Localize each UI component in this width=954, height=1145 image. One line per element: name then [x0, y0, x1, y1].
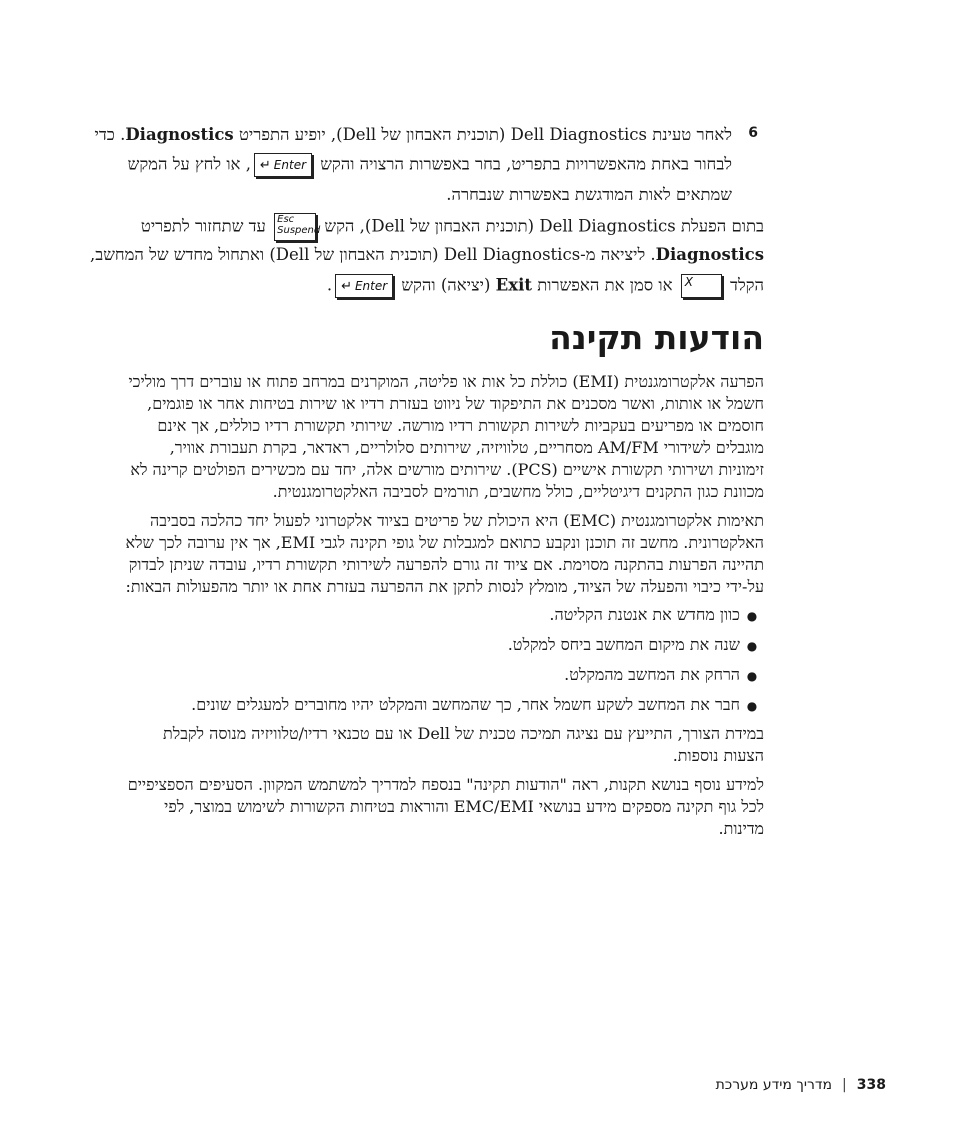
exit-option: Exit: [495, 275, 532, 295]
page-number: 338: [856, 1077, 886, 1093]
enter-key-icon: ↵ Enter: [254, 153, 312, 177]
diagnostics-menu-name: Diagnostics: [125, 125, 234, 144]
step-line-2: לבחור באחת מהאפשרויות בתפריט, בחר באפשרות הרצויה והקש ↵ Enter, או לחץ על המקש: [112, 153, 732, 177]
enter-key-icon: ↵ Enter: [335, 274, 393, 298]
esc-key-icon: Esc Suspend: [274, 213, 316, 241]
paragraph-line: מדינות.: [718, 819, 764, 838]
paragraph-line: חוסמים או מפריעים בעקביות לשירות תקשורת רדיו מורשה. שירותי תקשורת רדיו כוללים, אך אינם: [157, 416, 764, 435]
bullet-icon: ●: [746, 609, 758, 623]
list-item: ●שנה את מיקום המחשב ביחס למקלט.: [74, 634, 764, 657]
paragraph-line: על-ידי כיבוי והפעלה של הציוד, מומלץ לנסות לתקן את ההפרעה בעזרת אחת או יותר מהפעולות הבאות:: [125, 577, 764, 596]
bullet-icon: ●: [746, 699, 758, 713]
paragraph-line: הפרעה אלקטרומגנטית (EMI) כוללת כל אות או פליטה, המוקרנים במרחב פתוח או עוברים דרך מוליכי: [128, 372, 764, 391]
footer-separator: |: [842, 1077, 847, 1093]
step-number: 6: [748, 125, 758, 141]
paragraph-line: הצעות נוספות.: [672, 746, 764, 765]
footer-title: מדריך מידע מערכת: [715, 1077, 833, 1093]
section-title: הודעות תקינה: [549, 318, 764, 357]
paragraph-line: האלקטרונית. מחשב זה תוכנן ונקבע כתואם למגבלות של גופי תקינה לגבי EMI, אך אין ערובה לכך שלא: [125, 533, 764, 552]
body-line-4: בתום הפעלת Dell Diagnostics (תוכנית האבחון של Dell), הקש Esc Suspend עד שתחזור לתפריט: [74, 213, 764, 241]
body-line-6: הקלד X או סמן את האפשרות Exit (יציאה) והקש ↵ Enter.: [74, 274, 764, 298]
paragraph-line: תהיינה הפרעות בהתקנה מסוימת. אם ציוד זה גורם להפרעה לשירותי תקשורת רדיו, עובדה שניתן לבדוק: [128, 555, 764, 574]
paragraph-line: זימוניות ושירותי תקשורת אישיים (PCS). שירותים מורשים אלה, יחד עם מכשירים הפולטים קרינה לא: [130, 460, 764, 479]
paragraph-line: חשמל או אותות, ואשר מסכנים את התיפקוד של ניווט בעזרת רדיו או שירות בטיחות אחר או פוגמים,: [147, 394, 764, 413]
page-footer: [716, 1077, 886, 1093]
bullet-icon: ●: [746, 639, 758, 653]
x-key-icon: X: [681, 274, 722, 298]
paragraph-line: מוגבלים לשידורי AM/FM מסחריים, טלוויזיה, שירותים סלולריים, ראדאר, בקרת תעבורת אוויר,: [169, 438, 764, 457]
bullet-icon: ●: [746, 669, 758, 683]
paragraph-line: במידת הצורך, התייעץ עם נציגה תמיכה טכנית של Dell או עם טכנאי רדיו/טלוויזיה מנוסה לקבלת: [163, 724, 764, 743]
paragraph-line: למידע נוסף בנושא תקנות, ראה "הודעות תקינה" בנספח למדריך למשתמש המקוון. הסעיפים הספציפיים: [127, 775, 764, 794]
step-line-3: שמתאים לאות המודגשת באפשרות שנבחרה.: [446, 185, 732, 204]
list-item: ●הרחק את המחשב מהמקלט.: [74, 664, 764, 687]
list-item: ●חבר את המחשב לשקע חשמל אחר, כך שהמחשב והמקלט יהיו מחוברים למעגלים שונים.: [74, 694, 764, 717]
paragraph-line: מכוונת כגון התקנים דיגיטליים, כולל מחשבים, תורמים לסביבה האלקטרומגנטית.: [272, 482, 764, 501]
body-line-5: Diagnostics. ליציאה מ-Dell Diagnostics (תוכנית האבחון של Dell) ואתחול מחדש של המחשב,: [90, 245, 764, 264]
list-item: ●כוון מחדש את אנטנת הקליטה.: [74, 604, 764, 627]
paragraph-line: לכל גוף תקינה מספקים מידע בנושאי EMC/EMI והוראות בטיחות הקשורות לשימוש במוצר, לפי: [164, 797, 764, 816]
step-line-1: לאחר טעינת Dell Diagnostics (תוכנית האבחון של Dell), יופיע התפריט Diagnostics. כדי: [94, 125, 732, 144]
paragraph-line: תאימות אלקטרומגנטית (EMC) היא היכולת של פריטים בציוד אלקטרוני לפעול יחד כהלכה בסביבה: [150, 511, 764, 530]
